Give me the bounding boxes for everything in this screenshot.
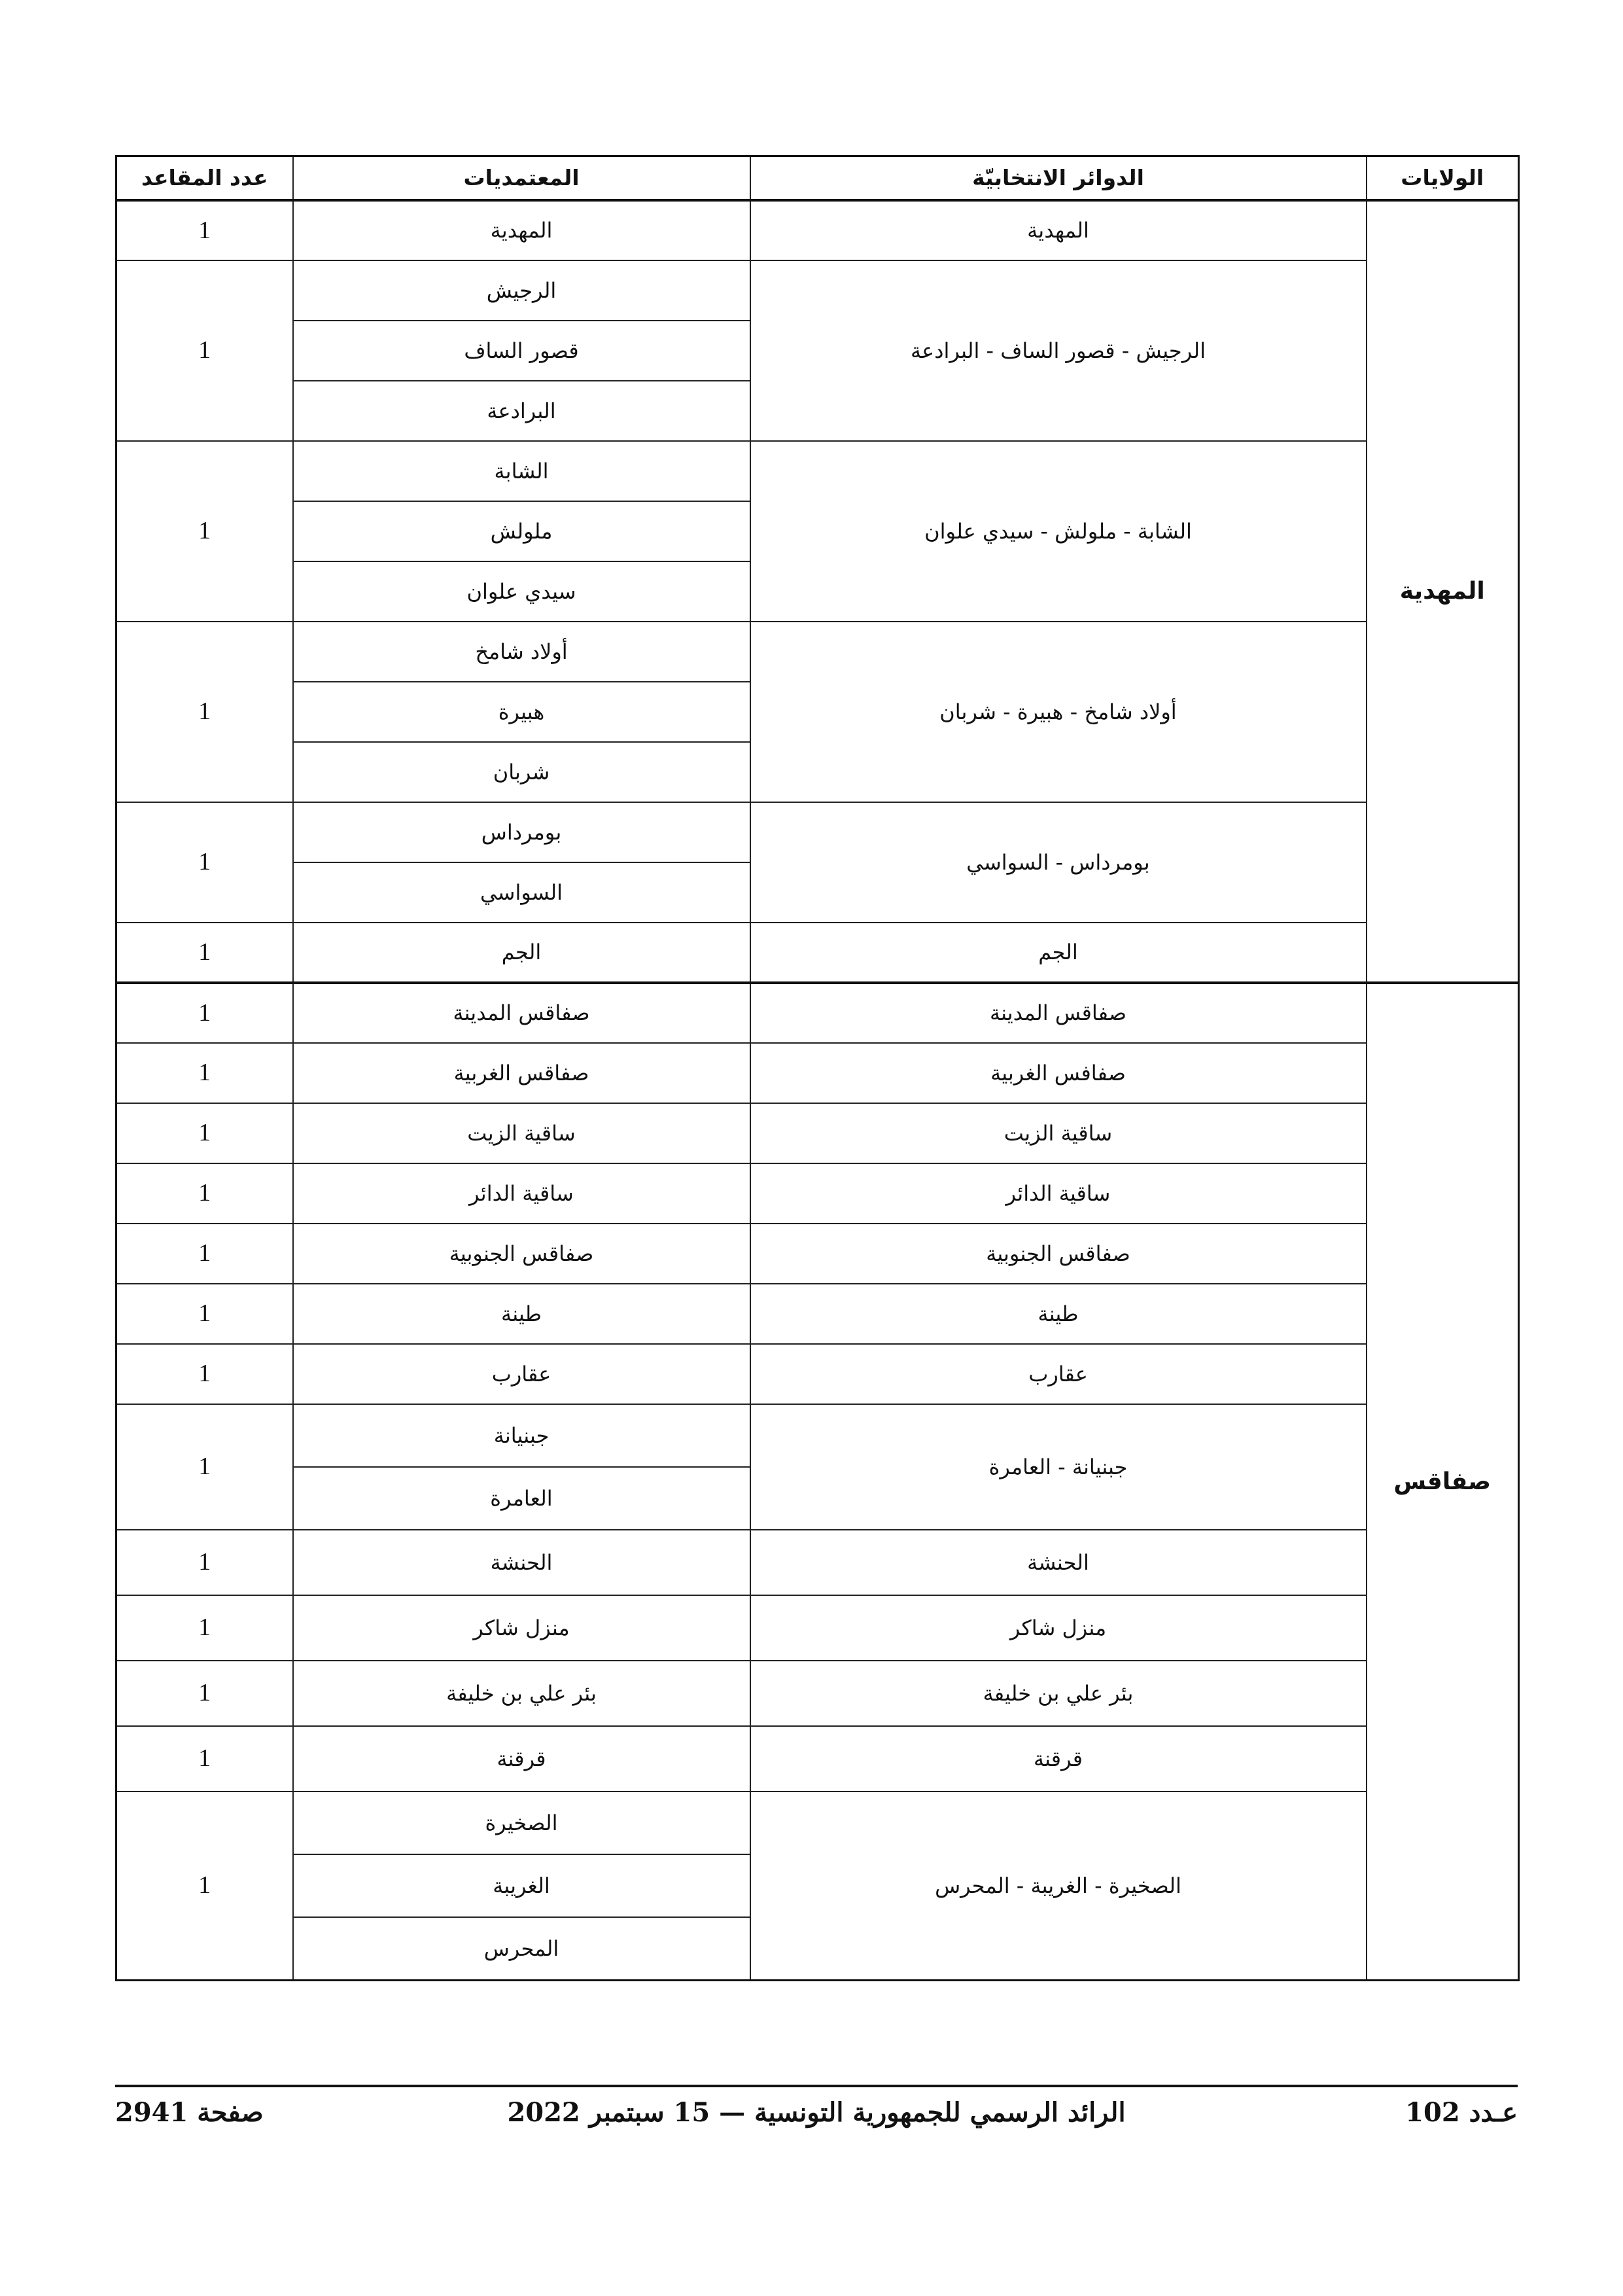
seats-cell: 1 <box>116 1595 293 1661</box>
daira-cell: بومرداس - السواسي <box>750 802 1367 923</box>
issue-number: عـدد 102 <box>1405 2097 1518 2128</box>
page-number: صفحة 2941 <box>115 2097 264 2128</box>
daira-cell: جبنيانة - العامرة <box>750 1404 1367 1530</box>
table-row <box>116 983 1519 1043</box>
daira-cell: أولاد شامخ - هبيرة - شربان <box>750 622 1367 802</box>
delegation-cell: قرقنة <box>293 1726 750 1792</box>
delegation-cell: المحرس <box>293 1917 750 1980</box>
delegation-cell: جبنيانة <box>293 1404 750 1467</box>
daira-cell: ساقية الزيت <box>750 1103 1367 1163</box>
table-row <box>116 1661 1519 1726</box>
table-row <box>116 1163 1519 1224</box>
delegation-cell: بومرداس <box>293 802 750 862</box>
delegation-cell: سيدي علوان <box>293 561 750 622</box>
table-row <box>116 1530 1519 1595</box>
delegation-cell: صفاقس المدينة <box>293 983 750 1043</box>
delegation-cell: هبيرة <box>293 682 750 742</box>
seats-cell: 1 <box>116 1530 293 1595</box>
table-row <box>116 1595 1519 1661</box>
wilaya-cell: المهدية <box>1367 200 1519 983</box>
table-row <box>116 260 1519 321</box>
table-row <box>116 923 1519 983</box>
seats-cell: 1 <box>116 1726 293 1792</box>
delegation-cell: ملولش <box>293 501 750 561</box>
publication-title: الرائد الرسمي للجمهورية التونسية — 15 سبتمبر 2022 <box>507 2097 1126 2128</box>
daira-cell: ساقية الدائر <box>750 1163 1367 1224</box>
seats-cell: 1 <box>116 923 293 983</box>
seats-cell: 1 <box>116 622 293 802</box>
wilaya-section <box>116 200 1519 983</box>
daira-cell: عقارب <box>750 1344 1367 1404</box>
delegation-cell: الصخيرة <box>293 1792 750 1854</box>
delegation-cell: ساقية الدائر <box>293 1163 750 1224</box>
daira-cell: الجم <box>750 923 1367 983</box>
delegation-cell: صفاقس الجنوبية <box>293 1224 750 1284</box>
seats-cell: 1 <box>116 802 293 923</box>
delegation-cell: بئر علي بن خليفة <box>293 1661 750 1726</box>
daira-cell: الصخيرة - الغريبة - المحرس <box>750 1792 1367 1980</box>
header-daira: الدوائر الانتخابيّة <box>750 156 1367 201</box>
table-row <box>116 802 1519 862</box>
delegation-cell: صفاقس الغربية <box>293 1043 750 1103</box>
delegation-cell: الحنشة <box>293 1530 750 1595</box>
table-row <box>116 1404 1519 1467</box>
daira-cell: بئر علي بن خليفة <box>750 1661 1367 1726</box>
seats-cell: 1 <box>116 1404 293 1530</box>
daira-cell: الشابة - ملولش - سيدي علوان <box>750 441 1367 622</box>
delegation-cell: البرادعة <box>293 381 750 441</box>
seats-cell: 1 <box>116 1224 293 1284</box>
delegation-cell: منزل شاكر <box>293 1595 750 1661</box>
table-row <box>116 200 1519 260</box>
delegation-cell: الرجيش <box>293 260 750 321</box>
delegation-cell: ساقية الزيت <box>293 1103 750 1163</box>
delegation-cell: العامرة <box>293 1467 750 1530</box>
seats-cell: 1 <box>116 441 293 622</box>
table-row <box>116 1792 1519 1854</box>
seats-cell: 1 <box>116 1661 293 1726</box>
delegation-cell: السواسي <box>293 862 750 923</box>
header-wilaya: الولايات <box>1367 156 1519 201</box>
table-row <box>116 1043 1519 1103</box>
delegation-cell: أولاد شامخ <box>293 622 750 682</box>
daira-cell: صفاقس المدينة <box>750 983 1367 1043</box>
delegation-cell: الغريبة <box>293 1854 750 1917</box>
header-row <box>116 156 1519 201</box>
page-footer <box>115 2097 1518 2136</box>
electoral-districts-table <box>115 155 1520 1981</box>
delegation-cell: قصور الساف <box>293 321 750 381</box>
table-row <box>116 1726 1519 1792</box>
daira-cell: صفاقس الجنوبية <box>750 1224 1367 1284</box>
seats-cell: 1 <box>116 1163 293 1224</box>
delegation-cell: عقارب <box>293 1344 750 1404</box>
table-row <box>116 1344 1519 1404</box>
wilaya-section <box>116 983 1519 1980</box>
daira-cell: قرقنة <box>750 1726 1367 1792</box>
daira-cell: الحنشة <box>750 1530 1367 1595</box>
delegation-cell: المهدية <box>293 200 750 260</box>
footer-rule <box>115 2085 1518 2087</box>
daira-cell: صفافس الغربية <box>750 1043 1367 1103</box>
delegation-cell: طينة <box>293 1284 750 1344</box>
table-row <box>116 441 1519 501</box>
table-row <box>116 1224 1519 1284</box>
seats-cell: 1 <box>116 983 293 1043</box>
delegation-cell: الشابة <box>293 441 750 501</box>
daira-cell: الرجيش - قصور الساف - البرادعة <box>750 260 1367 441</box>
delegation-cell: الجم <box>293 923 750 983</box>
table-header <box>116 156 1519 201</box>
daira-cell: منزل شاكر <box>750 1595 1367 1661</box>
header-mutamadiya: المعتمديات <box>293 156 750 201</box>
seats-cell: 1 <box>116 1043 293 1103</box>
wilaya-cell: صفاقس <box>1367 983 1519 1980</box>
table-row <box>116 1284 1519 1344</box>
seats-cell: 1 <box>116 1103 293 1163</box>
delegation-cell: شربان <box>293 742 750 802</box>
seats-cell: 1 <box>116 1344 293 1404</box>
table-row <box>116 622 1519 682</box>
header-seats: عدد المقاعد <box>116 156 293 201</box>
seats-cell: 1 <box>116 1792 293 1980</box>
seats-cell: 1 <box>116 260 293 441</box>
table-row <box>116 1103 1519 1163</box>
seats-cell: 1 <box>116 1284 293 1344</box>
daira-cell: المهدية <box>750 200 1367 260</box>
seats-cell: 1 <box>116 200 293 260</box>
daira-cell: طينة <box>750 1284 1367 1344</box>
